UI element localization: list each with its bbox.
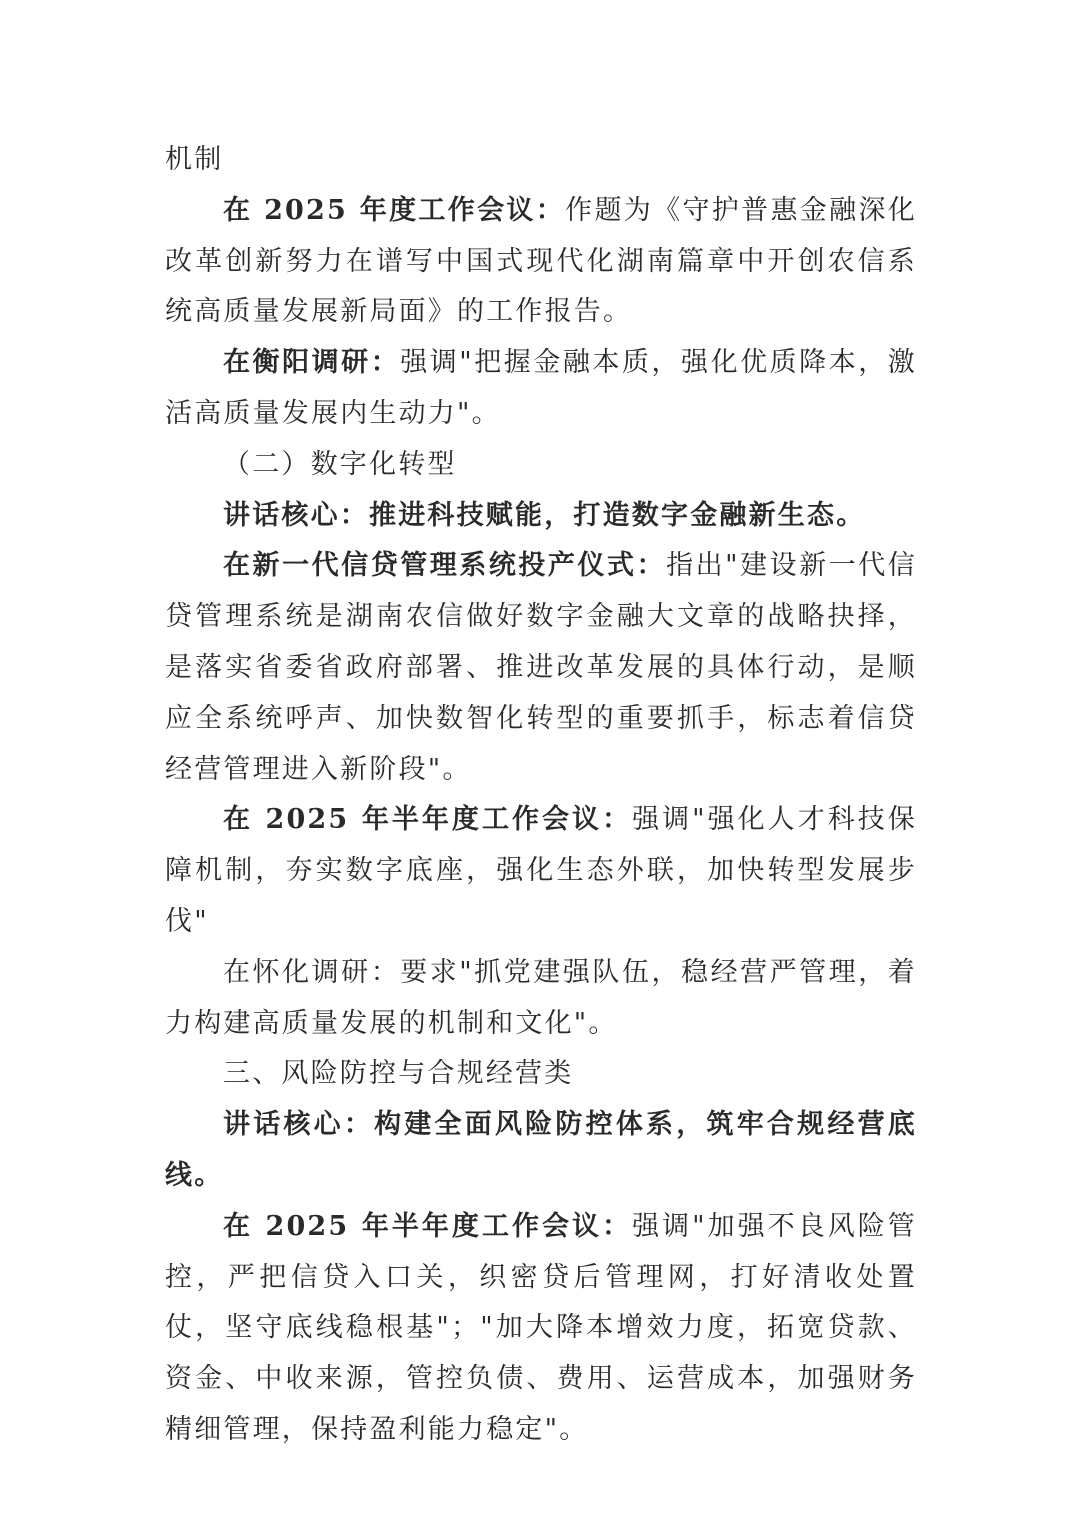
- paragraph-lead: 在 2025 年度工作会议：: [223, 194, 566, 226]
- paragraph-hengyang: [165, 338, 917, 440]
- paragraph-half-year-risk: [165, 1202, 917, 1456]
- paragraph-lead: 在新一代信贷管理系统投产仪式：: [223, 550, 667, 582]
- paragraph-lead: 在衡阳调研：: [223, 347, 401, 379]
- paragraph-annual-meeting: [165, 186, 917, 338]
- paragraph-half-year-meeting: [165, 795, 917, 947]
- core-statement-digital: 讲话核心：推进科技赋能，打造数字金融新生态。: [223, 499, 866, 531]
- paragraph-body: 强调"把握金融本质，强化优质降本，激活高质量发展内生动力"。: [165, 347, 917, 429]
- section-heading-risk: 三、风险防控与合规经营类: [223, 1058, 574, 1090]
- paragraph-credit-system: [165, 541, 917, 795]
- paragraph-body: 作题为《守护普惠金融深化改革创新努力在谱写中国式现代化湖南篇章中开创农信系统高质量发展新局面》的工作报告。: [165, 194, 917, 328]
- paragraph-body: 强调"加强不良风险管控，严把信贷入口关，织密贷后管理网，打好清收处置仗，坚守底线稳根基"；"加大降本增效力度，拓宽贷款、资金、中收来源，管控负债、费用、运营成本，加强财务精细管理，保持盈利能力稳定"。: [165, 1210, 917, 1445]
- paragraph-huaihua: 在怀化调研：要求"抓党建强队伍，稳经营严管理，着力构建高质量发展的机制和文化"。: [165, 956, 917, 1039]
- document-page: [165, 135, 917, 1456]
- paragraph-body: 指出"建设新一代信贷管理系统是湖南农信做好数字金融大文章的战略抉择，是落实省委省政府部署、推进改革发展的具体行动，是顺应全系统呼声、加快数智化转型的重要抓手，标志着信贷经营管理进入新阶段"。: [165, 550, 918, 785]
- paragraph-lead: 在 2025 年半年度工作会议：: [223, 804, 633, 836]
- paragraph-continuation: 机制: [165, 144, 224, 175]
- core-statement-risk: 讲话核心：构建全面风险防控体系，筑牢合规经营底线。: [165, 1109, 917, 1191]
- subheading-digital-transformation: （二）数字化转型: [223, 448, 457, 480]
- paragraph-lead: 在 2025 年半年度工作会议：: [223, 1210, 633, 1242]
- paragraph-body: 强调"强化人才科技保障机制，夯实数字底座，强化生态外联，加快转型发展步伐": [165, 804, 917, 937]
